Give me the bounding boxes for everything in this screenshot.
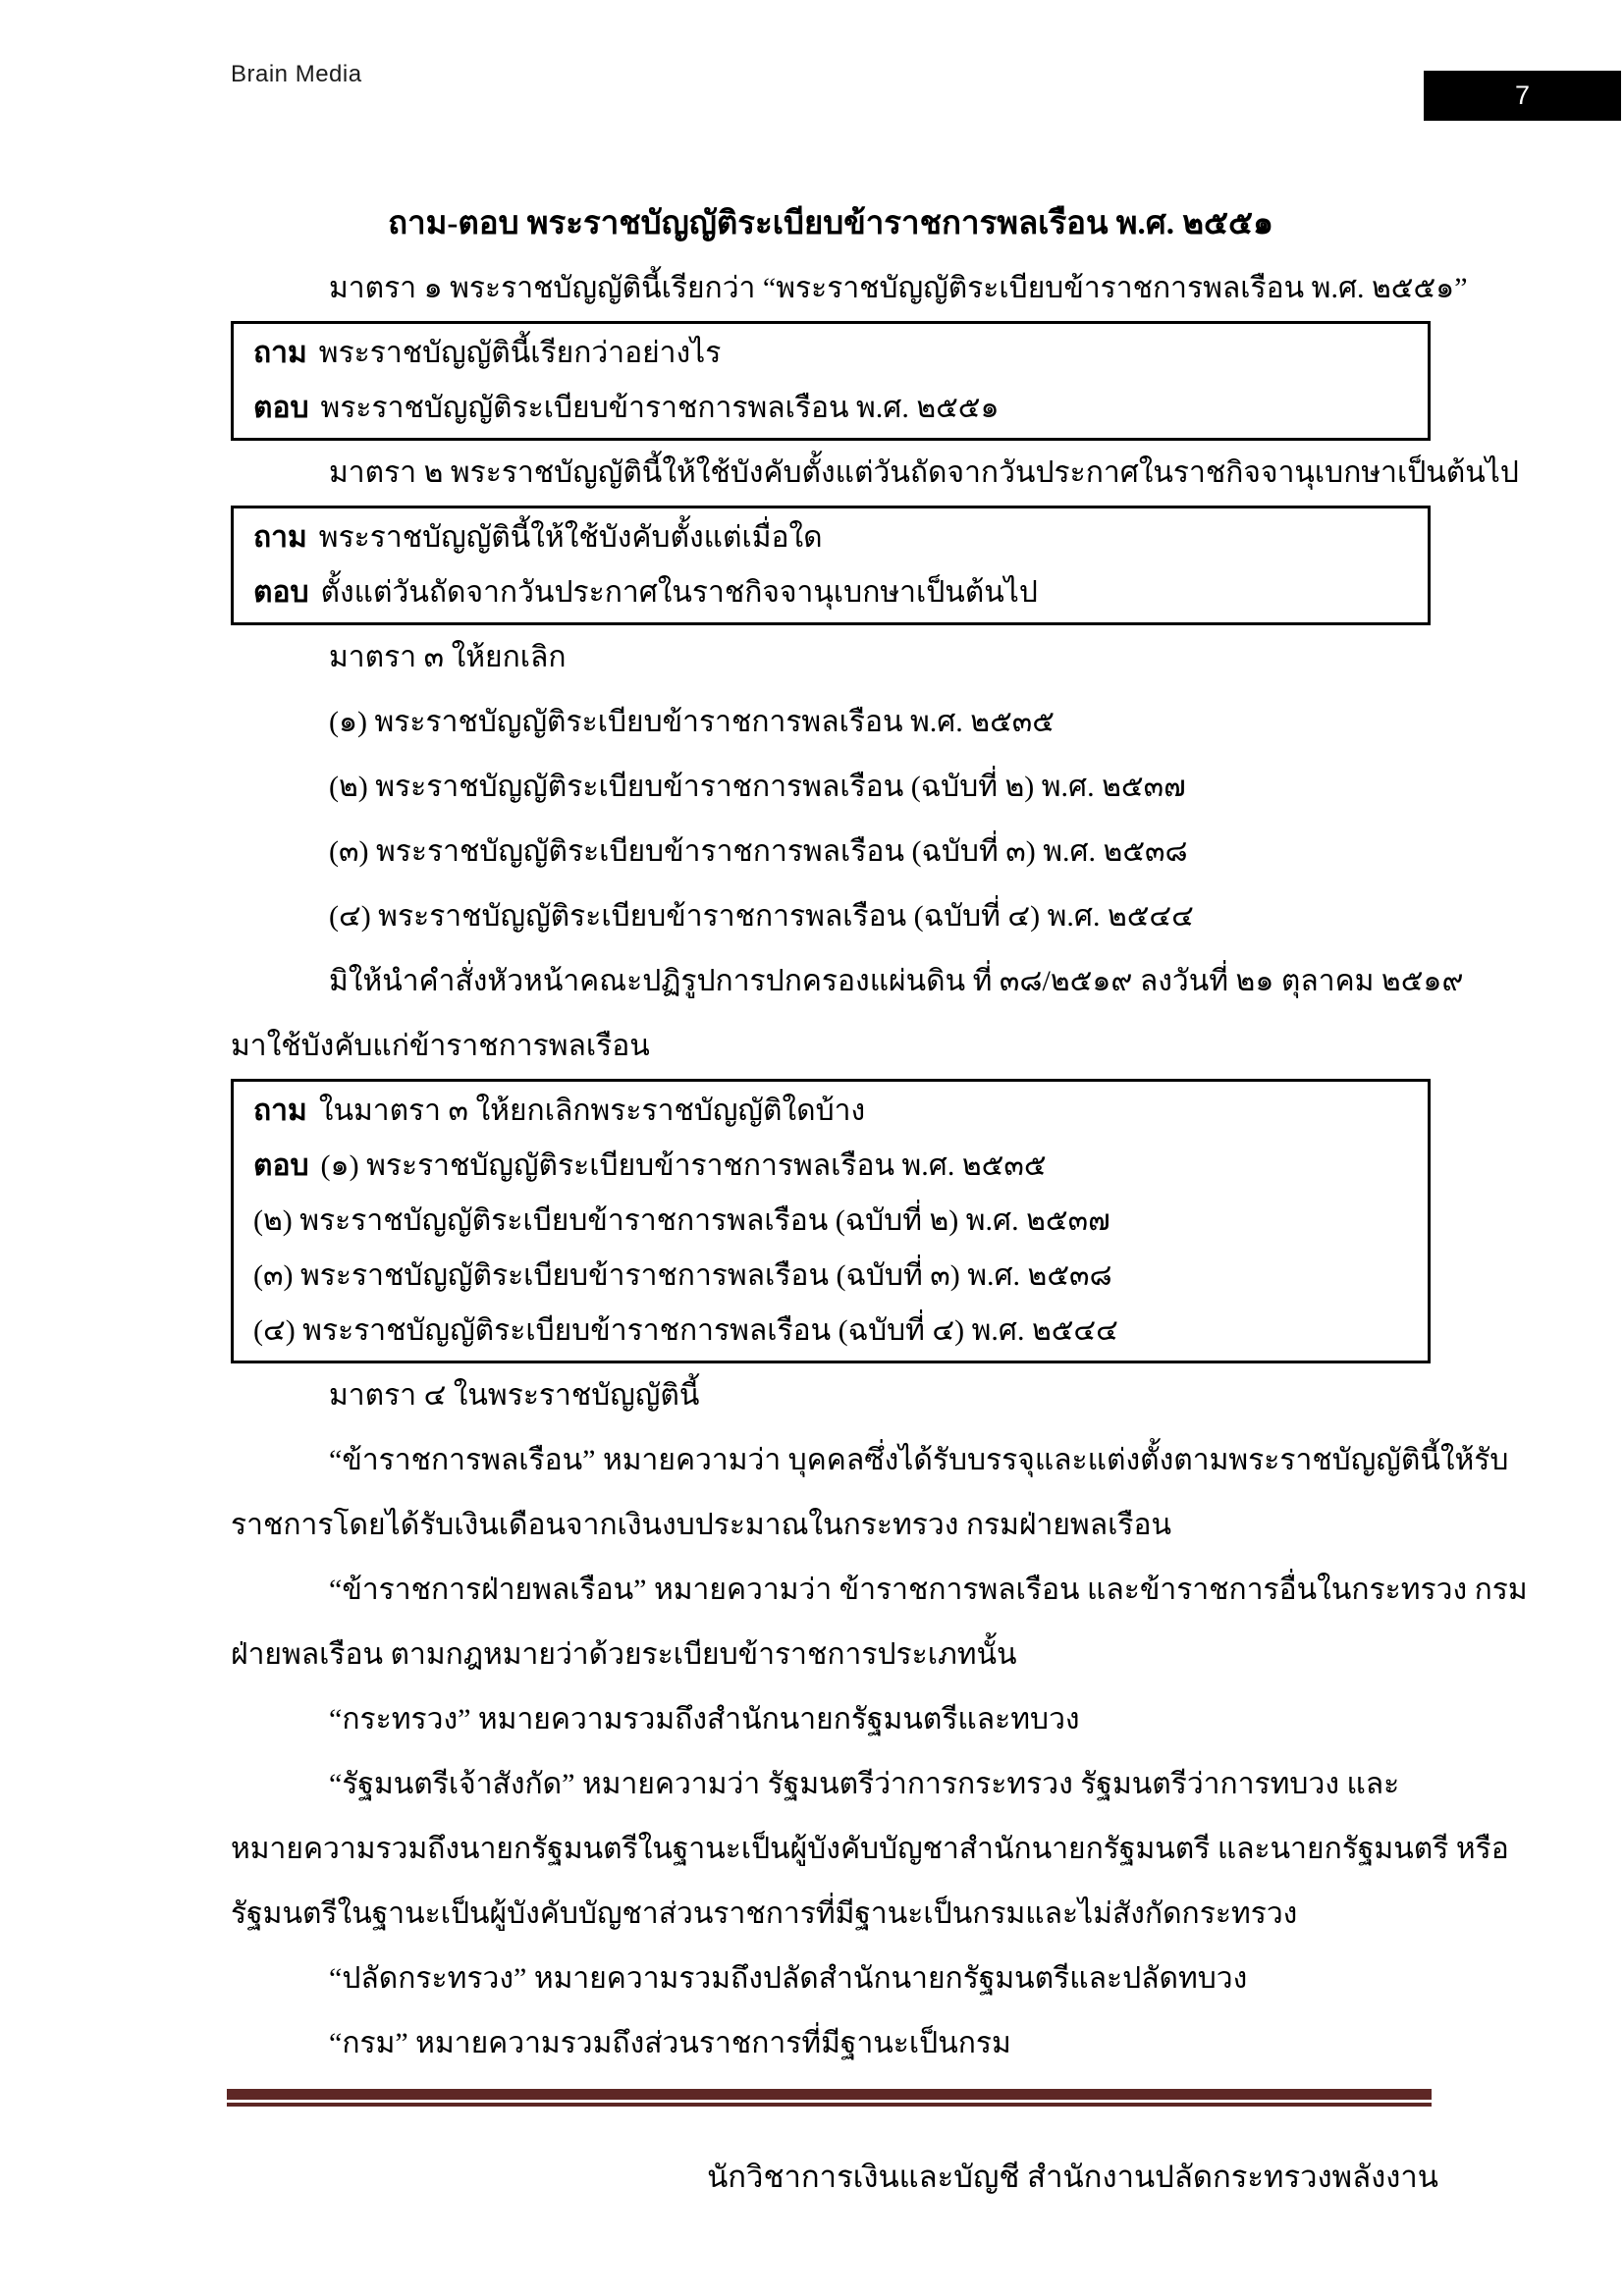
qa-answer-text: ตั้งแต่วันถัดจากวันประกาศในราชกิจจานุเบกษาเป็นต้นไป xyxy=(320,576,1038,609)
body-line: มาใช้บังคับแก่ข้าราชการพลเรือน xyxy=(231,1030,650,1062)
body-line: (๒) พระราชบัญญัติระเบียบข้าราชการพลเรือน (ฉบับที่ ๒) พ.ศ. ๒๕๓๗ xyxy=(329,771,1186,803)
page-number-badge xyxy=(1424,71,1621,121)
body-line: “ข้าราชการพลเรือน” หมายความว่า บุคคลซึ่งได้รับบรรจุและแต่งตั้งตามพระราชบัญญัตินี้ให้รับ xyxy=(329,1444,1509,1476)
qa-answer-text: (๑) พระราชบัญญัติระเบียบข้าราชการพลเรือน พ.ศ. ๒๕๓๕ xyxy=(320,1149,1047,1182)
qa-line xyxy=(253,326,1408,381)
qa-box-3 xyxy=(231,1079,1431,1363)
qa-answer-text: (๒) พระราชบัญญัติระเบียบข้าราชการพลเรือน (ฉบับที่ ๒) พ.ศ. ๒๕๓๗ xyxy=(253,1204,1110,1237)
qa-box-2 xyxy=(231,506,1431,625)
body-line: “ข้าราชการฝ่ายพลเรือน” หมายความว่า ข้าราชการพลเรือน และข้าราชการอื่นในกระทรวง กรม xyxy=(329,1574,1528,1606)
body-line: ราชการโดยได้รับเงินเดือนจากเงินงบประมาณในกระทรวง กรมฝ่ายพลเรือน xyxy=(231,1509,1171,1541)
body-line: มาตรา ๓ ให้ยกเลิก xyxy=(329,641,567,673)
body-line: “กระทรวง” หมายความรวมถึงสำนักนายกรัฐมนตรีและทบวง xyxy=(329,1703,1080,1735)
qa-answer-text: (๔) พระราชบัญญัติระเบียบข้าราชการพลเรือน (ฉบับที่ ๔) พ.ศ. ๒๕๔๔ xyxy=(253,1314,1118,1347)
document-body xyxy=(231,191,1528,2076)
qa-line xyxy=(253,1084,1408,1139)
qa-answer-label: ตอบ xyxy=(253,1149,309,1182)
footer-rule-thick xyxy=(227,2089,1432,2100)
body-line: (๑) พระราชบัญญัติระเบียบข้าราชการพลเรือน พ.ศ. ๒๕๓๕ xyxy=(329,706,1055,738)
qa-line xyxy=(253,1194,1408,1249)
qa-question-label: ถาม xyxy=(253,521,307,554)
qa-line xyxy=(253,381,1408,436)
page-title: ถาม-ตอบ พระราชบัญญัติระเบียบข้าราชการพลเรือน พ.ศ. ๒๕๕๑ xyxy=(388,206,1273,241)
body-line: “ปลัดกระทรวง” หมายความรวมถึงปลัดสำนักนายกรัฐมนตรีและปลัดทบวง xyxy=(329,1962,1248,1995)
body-line: (๔) พระราชบัญญัติระเบียบข้าราชการพลเรือน (ฉบับที่ ๔) พ.ศ. ๒๕๔๔ xyxy=(329,900,1194,933)
body-line: หมายความรวมถึงนายกรัฐมนตรีในฐานะเป็นผู้บังคับบัญชาสำนักนายกรัฐมนตรี และนายกรัฐมนตรี หรือ xyxy=(231,1833,1509,1865)
qa-question-text: พระราชบัญญัตินี้ให้ใช้บังคับตั้งแต่เมื่อใด xyxy=(318,521,823,554)
footer-credit: นักวิชาการเงินและบัญชี สำนักงานปลัดกระทรวงพลังงาน xyxy=(707,2160,1438,2194)
body-line: รัฐมนตรีในฐานะเป็นผู้บังคับบัญชาส่วนราชการที่มีฐานะเป็นกรมและไม่สังกัดกระทรวง xyxy=(231,1897,1298,1930)
qa-answer-text: พระราชบัญญัติระเบียบข้าราชการพลเรือน พ.ศ. ๒๕๕๑ xyxy=(320,392,1000,424)
body-line: มาตรา ๒ พระราชบัญญัตินี้ให้ใช้บังคับตั้งแต่วันถัดจากวันประกาศในราชกิจจานุเบกษาเป็นต้นไป xyxy=(329,456,1519,489)
qa-answer-text: (๓) พระราชบัญญัติระเบียบข้าราชการพลเรือน (ฉบับที่ ๓) พ.ศ. ๒๕๓๘ xyxy=(253,1259,1112,1292)
qa-line xyxy=(253,1249,1408,1304)
qa-question-text: ในมาตรา ๓ ให้ยกเลิกพระราชบัญญัติใดบ้าง xyxy=(318,1095,866,1127)
qa-line xyxy=(253,510,1408,565)
body-line: “กรม” หมายความรวมถึงส่วนราชการที่มีฐานะเป็นกรม xyxy=(329,2027,1011,2059)
body-line: มาตรา ๔ ในพระราชบัญญัตินี้ xyxy=(329,1379,700,1412)
qa-line xyxy=(253,565,1408,620)
qa-line xyxy=(253,1139,1408,1194)
qa-line xyxy=(253,1304,1408,1359)
qa-question-text: พระราชบัญญัตินี้เรียกว่าอย่างไร xyxy=(318,337,722,369)
body-line: มาตรา ๑ พระราชบัญญัตินี้เรียกว่า “พระราชบัญญัติระเบียบข้าราชการพลเรือน พ.ศ. ๒๕๕๑” xyxy=(329,272,1468,304)
body-line: มิให้นำคำสั่งหัวหน้าคณะปฏิรูปการปกครองแผ่นดิน ที่ ๓๘/๒๕๑๙ ลงวันที่ ๒๑ ตุลาคม ๒๕๑๙ xyxy=(329,965,1464,997)
qa-question-label: ถาม xyxy=(253,1095,307,1127)
page-number: 7 xyxy=(1514,80,1531,110)
body-line: ฝ่ายพลเรือน ตามกฎหมายว่าด้วยระเบียบข้าราชการประเภทนั้น xyxy=(231,1638,1017,1671)
header-brand: Brain Media xyxy=(231,61,362,87)
body-line: “รัฐมนตรีเจ้าสังกัด” หมายความว่า รัฐมนตรีว่าการกระทรวง รัฐมนตรีว่าการทบวง และ xyxy=(329,1768,1400,1800)
qa-box-1 xyxy=(231,321,1431,441)
body-line: (๓) พระราชบัญญัติระเบียบข้าราชการพลเรือน (ฉบับที่ ๓) พ.ศ. ๒๕๓๘ xyxy=(329,835,1188,868)
qa-answer-label: ตอบ xyxy=(253,576,309,609)
qa-question-label: ถาม xyxy=(253,337,307,369)
qa-answer-label: ตอบ xyxy=(253,392,309,424)
footer-rule-thin xyxy=(227,2103,1432,2107)
